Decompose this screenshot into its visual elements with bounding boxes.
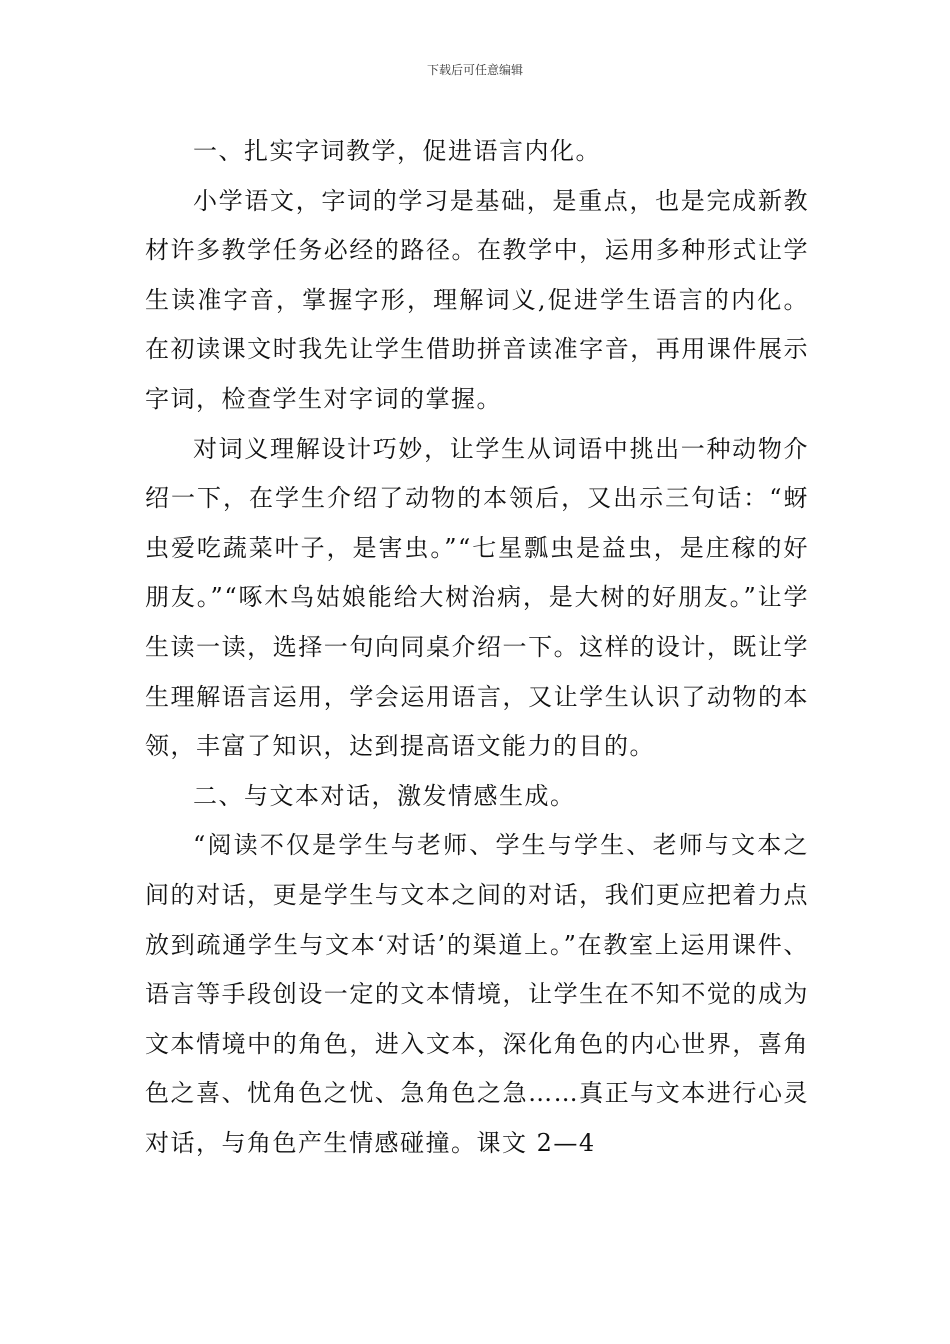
- paragraph-1: 小学语文，字词的学习是基础，是重点，也是完成新教材许多教学任务必经的路径。在教学中，运用多种形式让学生读准字音，掌握字形，理解词义,促进学生语言的内化。在初读课文时我先让学生借助拼音读准字音，再用课件展示字词，检查学生对字词的掌握。: [145, 186, 809, 413]
- section-heading-1: 一、扎实字词教学，促进语言内化。: [193, 137, 601, 165]
- document-body: [145, 127, 809, 1168]
- page-header: 下载后可任意编辑: [426, 63, 523, 77]
- section-heading-2: 二、与文本对话，激发情感生成。: [193, 781, 576, 810]
- paragraph-3: “阅读不仅是学生与老师、学生与学生、老师与文本之间的对话，更是学生与文本之间的对话，我们更应把着力点放到疏通学生与文本‘对话’的渠道上。”在教室上运用课件、语言等手段创设一定的文本情境，让学生在不知不觉的成为文本情境中的角色，进入文本，深化角色的内心世界，喜角色之喜、忧角色之忧、急角色之急……真正与文本进行心灵对话，与角色产生情感碰撞。课文 2—4: [145, 831, 809, 1157]
- paragraph-2: 对词义理解设计巧妙，让学生从词语中挑出一种动物介绍一下，在学生介绍了动物的本领后，又出示三句话：“蚜虫爱吃蔬菜叶子，是害虫。”“七星瓢虫是益虫，是庄稼的好朋友。”“啄木鸟姑娘能给大树治病，是大树的好朋友。”让学生读一读，选择一句向同桌介绍一下。这样的设计，既让学生理解语言运用，学会运用语言，又让学生认识了动物的本领，丰富了知识，达到提高语文能力的目的。: [145, 434, 809, 761]
